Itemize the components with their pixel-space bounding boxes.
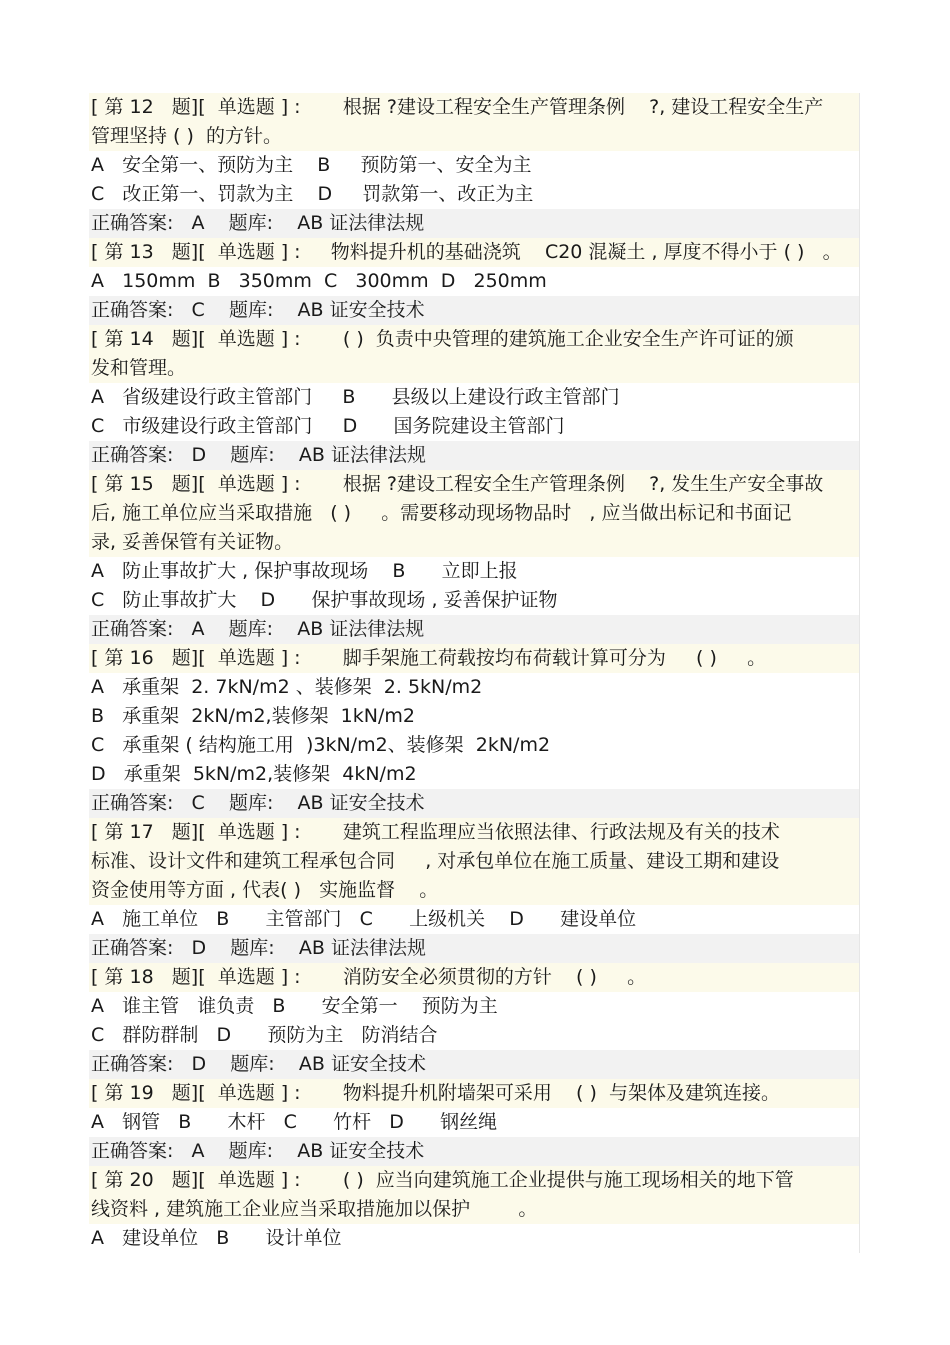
option-row: A 安全第一、预防为主 B 预防第一、安全为主 xyxy=(89,151,860,180)
question-row: [ 第 14 题][ 单选题 ] : ( ) 负责中央管理的建筑施工企业安全生产许可证的颁 发和管理。 xyxy=(89,325,860,383)
option-row: C 改正第一、罚款为主 D 罚款第一、改正为主 xyxy=(89,180,860,209)
question-row: [ 第 17 题][ 单选题 ] : 建筑工程监理应当依照法律、行政法规及有关的技术 标准、设计文件和建筑工程承包合同 , 对承包单位在施工质量、建设工期和建设 资金使用等方面 , 代表( ) 实施监督 。 xyxy=(89,818,860,905)
option-row: A 建设单位 B 设计单位 xyxy=(89,1224,860,1253)
option-row: C 市级建设行政主管部门 D 国务院建设主管部门 xyxy=(89,412,860,441)
option-row: A 谁主管 谁负责 B 安全第一 预防为主 xyxy=(89,992,860,1021)
option-row: A 省级建设行政主管部门 B 县级以上建设行政主管部门 xyxy=(89,383,860,412)
question-row: [ 第 13 题][ 单选题 ] : 物料提升机的基础浇筑 C20 混凝土 , 厚度不得小于 ( ) 。 xyxy=(89,238,860,267)
question-row: [ 第 20 题][ 单选题 ] : ( ) 应当向建筑施工企业提供与施工现场相关的地下管 线资料 , 建筑施工企业应当采取措施加以保护 。 xyxy=(89,1166,860,1224)
answer-row: 正确答案: D 题库: AB 证法律法规 xyxy=(89,934,860,963)
option-row: A 施工单位 B 主管部门 C 上级机关 D 建设单位 xyxy=(89,905,860,934)
question-row: [ 第 16 题][ 单选题 ] : 脚手架施工荷载按均布荷载计算可分为 ( ) 。 xyxy=(89,644,860,673)
option-row: A 钢管 B 木杆 C 竹杆 D 钢丝绳 xyxy=(89,1108,860,1137)
page-right-border xyxy=(859,93,860,1253)
option-row: B 承重架 2kN/m2,装修架 1kN/m2 xyxy=(89,702,860,731)
answer-row: 正确答案: A 题库: AB 证安全技术 xyxy=(89,1137,860,1166)
answer-row: 正确答案: D 题库: AB 证安全技术 xyxy=(89,1050,860,1079)
question-list xyxy=(89,93,860,1253)
option-row: A 防止事故扩大 , 保护事故现场 B 立即上报 xyxy=(89,557,860,586)
option-row: A 150mm B 350mm C 300mm D 250mm xyxy=(89,267,860,296)
question-row: [ 第 18 题][ 单选题 ] : 消防安全必须贯彻的方针 ( ) 。 xyxy=(89,963,860,992)
answer-row: 正确答案: D 题库: AB 证法律法规 xyxy=(89,441,860,470)
question-row: [ 第 12 题][ 单选题 ] : 根据 ?建设工程安全生产管理条例 ?, 建设工程安全生产 管理坚持 ( ) 的方针。 xyxy=(89,93,860,151)
answer-row: 正确答案: A 题库: AB 证法律法规 xyxy=(89,209,860,238)
question-row: [ 第 15 题][ 单选题 ] : 根据 ?建设工程安全生产管理条例 ?, 发生生产安全事故 后, 施工单位应当采取措施 ( ) 。需要移动现场物品时 , 应当做出标记和书面记 录, 妥善保管有关证物。 xyxy=(89,470,860,557)
question-row: [ 第 19 题][ 单选题 ] : 物料提升机附墙架可采用 ( ) 与架体及建筑连接。 xyxy=(89,1079,860,1108)
option-row: A 承重架 2. 7kN/m2 、装修架 2. 5kN/m2 xyxy=(89,673,860,702)
option-row: D 承重架 5kN/m2,装修架 4kN/m2 xyxy=(89,760,860,789)
answer-row: 正确答案: A 题库: AB 证法律法规 xyxy=(89,615,860,644)
option-row: C 群防群制 D 预防为主 防消结合 xyxy=(89,1021,860,1050)
answer-row: 正确答案: C 题库: AB 证安全技术 xyxy=(89,789,860,818)
option-row: C 承重架 ( 结构施工用 )3kN/m2、装修架 2kN/m2 xyxy=(89,731,860,760)
option-row: C 防止事故扩大 D 保护事故现场 , 妥善保护证物 xyxy=(89,586,860,615)
answer-row: 正确答案: C 题库: AB 证安全技术 xyxy=(89,296,860,325)
